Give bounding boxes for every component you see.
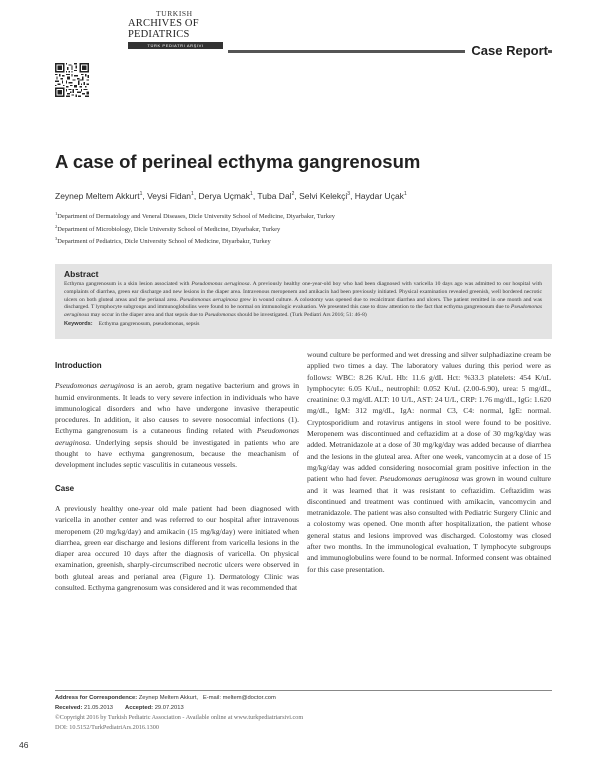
keywords-label: Keywords:	[64, 320, 93, 327]
author-sup: 1	[139, 191, 143, 198]
author-name: Tuba Dal	[257, 191, 292, 201]
email-link[interactable]: meltem@doctor.com	[222, 695, 276, 701]
correspondence-line: Address for Correspondence: Zeynep Meltem Akkurt, E-mail: meltem@doctor.com	[55, 695, 276, 701]
case-paragraph: A previously healthy one-year old male patient had been diagnosed with varicella in another center and was referred to our hospital after intravenous meropenem (20 mg/kg/day) and amikacin (15 mg/kg/day) were initiated when diarrhea, green ear discharge and lesions different from varicella lesions in the diaper area occured 10 days after the diagnosis of varicella. On physical examination, greenish, sharply-circumscribed necrotic ulcers were observed in both gluteal areas and perianal area (Figure 1). Dermatology Clinic was consulted. Ecthyma gangrenosum was considered and it was recommended that	[55, 503, 299, 593]
keywords	[64, 321, 542, 327]
author-name: Zeynep Meltem Akkurt	[55, 191, 140, 201]
affiliation-item: $^1$Department of Dermatology and Veneral Diseases, Dicle University School of Medicine, Diyarbakır, Turkey	[55, 211, 335, 221]
logo-line-turkish: TURKISH	[156, 9, 193, 18]
footer	[55, 694, 303, 733]
abstract-box	[55, 264, 552, 339]
keywords-list: Ecthyma gangrenosum, pseudomonas, sepsis	[98, 320, 200, 327]
qr-code	[55, 63, 89, 97]
affiliation-item: $^2$Department of Microbiology, Dicle University School of Medicine, Diyarbakır, Turkey	[55, 223, 281, 233]
author-name: Selvi Kelekçi	[299, 191, 348, 201]
left-column	[55, 360, 299, 593]
abstract-text: Ecthyma gangrenosum is a skin lesion associated with Pseudomonas aeruginosa. A previously healthy one-year-old boy who had been diagnosed with varicella 10 days ago was admitted to our hospital with complaints of diarrhea, green ear discharge and new lesions in the diaper area. Intravenous meropenem and amikacin had been previously initiated. Physical examination revealed greenish, well bordered necrotic ulcers on both gluteal areas and the perianal area. Pseudomonas aeruginosa grew in wound culture. A colostomy was opened due to recalcitrant diarrhea and ulcers. The patient remitted in one month and was discharged. T lymphocyte subgroups and immunoglobulins were found to be normal on immunologic evaluation. We presented this case to draw attention to the fact that ecthyma gangrenosum due to Pseudomonas aeruginosa may occur in the diaper area and that sepsis due to Pseudomonas should be investigated. (Turk Pediatri Ars 2016; 51: 46-8)	[64, 281, 542, 319]
introduction-heading: Introduction	[55, 361, 102, 370]
page-number: 46	[19, 740, 29, 750]
affiliation-list	[55, 209, 335, 247]
affiliation-item: $^3$Department of Pediatrics, Dicle University School of Medicine, Diyarbakır, Turkey	[55, 236, 271, 246]
author-sup: 2	[291, 191, 295, 198]
copyright-line: ©Copyright 2016 by Turkish Pediatric Association - Available online at www.turkpediatriarsivi.com	[55, 714, 304, 722]
author-name: Derya Uçmak	[198, 191, 251, 201]
introduction-paragraph: Pseudomonas aeruginosa is an aerob, gram negative bacterium and grows in humid environments. It leads to very severe infection in individuals who have immunological disorders and who have undergone invasive therapeutic procedures. In addition, it also causes to severe nosocomial infections (1). Ecthyma gangrenosum is a cutaneous finding related with Pseudomonas aeruginosa. Underlying sepsis should be investigated in patients who are thought to have ecthyma gangrenosum, because the meachanism of development includes septic vasculitis in cutaneous vessels.	[55, 381, 299, 470]
dates-line: Received: 21.05.2013 Accepted: 29.07.2013	[55, 704, 184, 711]
logo-line-turk-pediatri: TÜRK PEDIATRI ARŞIVI	[128, 42, 223, 49]
article-title: A case of perineal ecthyma gangrenosum	[55, 151, 421, 172]
author-sup: 3	[347, 191, 351, 198]
footer-rule	[55, 690, 552, 691]
case-continued-paragraph: wound culture be performed and wet dressing and silver sulphadiazine cream be applied two times a day. The laboratory values during this period were as follows: WBC: 8.26 K/uL Hb: 11.6 g/dL Hct: %33.3 platelets: 454 K/uL lymphocyte: 6.05 K/uL, neutrophil: 0.052 K/uL (2.00-6.90), urea: 5 mg/dL, creatinine: 0.3 mg/dL ALT: 10 U/L, AST: 24 U/L, CRP: 1.76 mg/dL, IgG: 1.620 mg/dL, IgM: 312 mg/dL, IgA: normal C3, C4: normal, IgE: normal. Cryptosporidium and rotavirus antigens in stool were found to be positive. Meropenem was discontinued and ceftazidim at a dose of 30 mg/kg/day was added. Metranidazole at a dose of 30 mg/kg/day was added because of diarrhea and the lesions in the gluteal area. After one week, vancomycin at a dose of 15 mg/kg/day was added considering nosocomial gram positive infection in the patient who had fever. Pseudomonas aeruginosa was grown in wound culture and it was learned that it was resistant to ceftazidim. Ceftazidim was discontinued and treatment was continued with amikacin, vancomycin and metranidazole. The patient was also consulted with Pediatric Surgery Clinic and a colostomy was opened. One month after hospitalization, the patient whose general status and lesions improved was discharged. Colostomy was closed after two months. In the immunological evaluation, T lymphocyte subgroups and immunoglobulins were found to be normal. Informed consent was obtained for this case presentation.	[307, 350, 551, 574]
doi-line: DOI: 10.5152/TurkPediatriArs.2016.1300	[55, 724, 159, 732]
section-label: Case Report	[465, 43, 548, 58]
author-list: Zeynep Meltem Akkurt$^1$, Veysi Fidan$^1$, Derya Uçmak$^1$, Tuba Dal$^2$, Selvi Kelekçi$^3$, Haydar Uçak$^1$	[55, 191, 407, 201]
case-heading: Case	[55, 483, 75, 493]
author-sup: 1	[403, 191, 407, 198]
author-sup: 1	[191, 191, 194, 198]
abstract-heading: Abstract	[64, 269, 99, 279]
author-sup: 1	[250, 191, 253, 198]
logo-line-archives: ARCHIVES OF PEDIATRICS	[128, 18, 199, 40]
author-name: Veysi Fidan	[147, 191, 192, 201]
right-column	[307, 349, 551, 575]
author-name: Haydar Uçak	[354, 191, 404, 201]
journal-logo	[128, 9, 223, 49]
